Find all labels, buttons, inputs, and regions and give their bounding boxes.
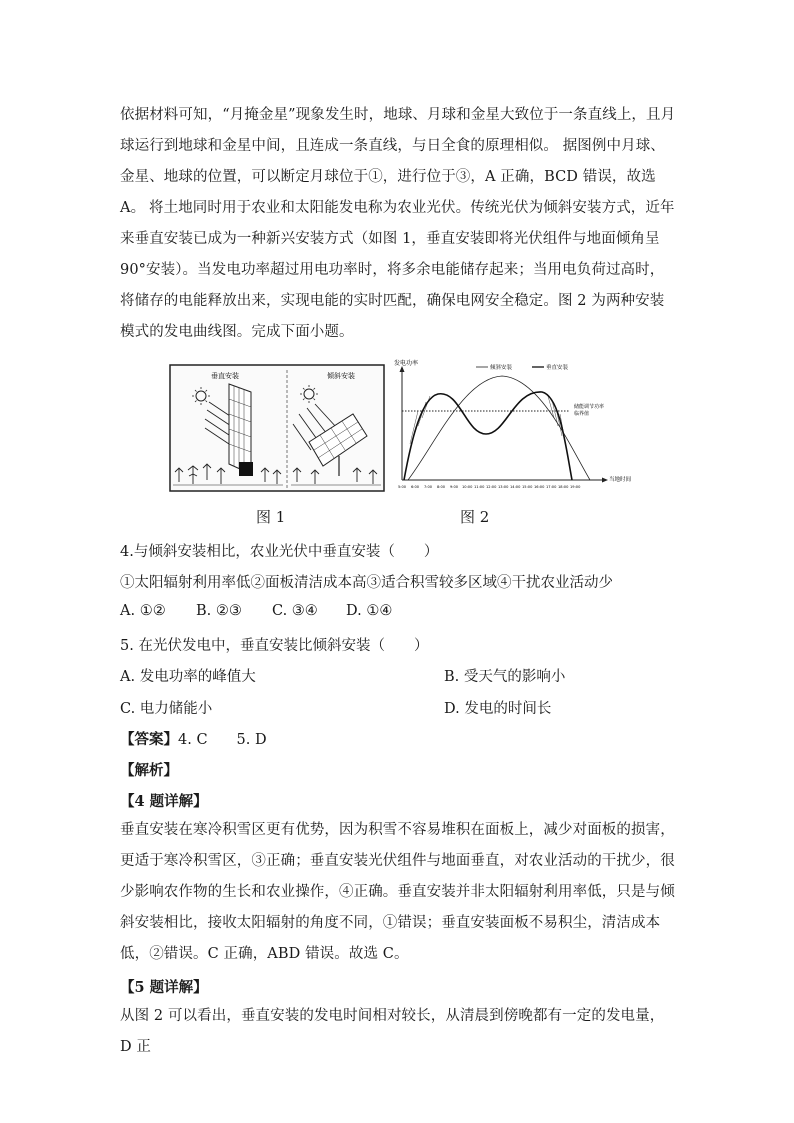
- figure-1: [169, 364, 385, 496]
- x-tick: 16:00: [534, 485, 545, 489]
- threshold-label-1: 储能调节功率: [574, 404, 605, 410]
- x-tick: 19:00: [570, 485, 581, 489]
- analysis-label: 【解析】: [120, 762, 178, 779]
- q4-option-a: A. ①②: [120, 603, 166, 619]
- figure-1-caption: 图 1: [256, 508, 286, 526]
- x-tick: 12:00: [486, 485, 497, 489]
- q5-option-c: C. 电力储能小: [120, 701, 213, 717]
- x-tick: 17:00: [546, 485, 557, 489]
- x-tick-labels: [398, 485, 581, 489]
- q5-detail-label: 【5 题详解】: [120, 979, 208, 996]
- x-axis-label: 当地时间: [609, 477, 632, 483]
- figure-2: [394, 356, 638, 498]
- q5-detail: 从图 2 可以看出，垂直安装的发电时间相对较长，从清晨到傍晚都有一定的发电量，D 正: [120, 1008, 665, 1055]
- answer-text: 4. C 5. D: [178, 732, 267, 748]
- q4-detail: 垂直安装在寒冷积雪区更有优势，因为积雪不容易堆积在面板上，减少对面板的损害，更适于寒冷积雪区，③正确；垂直安装光伏组件与地面垂直，对农业活动的干扰少，很少影响农作物的生长和农业操作，④正确。垂直安装并非太阳辐射利用率低，只是与倾斜安装相比，接收太阳辐射的角度不同，①错误；垂直安装面板不易积尘，清洁成本低，②错误。C 正确，ABD 错误。故选 C。: [120, 822, 675, 962]
- question-5-stem: 5. 在光伏发电中，垂直安装比倾斜安装（ ）: [120, 638, 429, 654]
- q5-option-d: D. 发电的时间长: [444, 701, 552, 717]
- q4-option-d: D. ①④: [346, 603, 393, 619]
- x-tick: 13:00: [498, 485, 509, 489]
- legend-tilted: 倾斜安装: [490, 365, 513, 371]
- fig1-left-label: 垂直安装: [211, 372, 239, 380]
- x-tick: 9:00: [450, 485, 459, 489]
- question-4-statements: ①太阳辐射利用率低②面板清洁成本高③适合积雪较多区域④干扰农业活动少: [120, 575, 613, 591]
- x-tick: 10:00: [462, 485, 473, 489]
- x-tick: 11:00: [474, 485, 485, 489]
- intro-paragraph: 依据材料可知，“月掩金星”现象发生时，地球、月球和金星大致位于一条直线上，且月球运行到地球和金星中间，且连成一条直线，与日全食的原理相似。 据图例中月球、金星、地球的位置，可以断定月球位于①，进行位于③，A 正确，BCD 错误，故选 A。: [120, 107, 676, 216]
- q5-option-b: B. 受天气的影响小: [444, 669, 566, 685]
- x-tick: 6:00: [411, 485, 420, 489]
- x-tick: 8:00: [437, 485, 446, 489]
- answer-line: [120, 728, 267, 749]
- x-tick: 18:00: [558, 485, 569, 489]
- fig1-right-label: 倾斜安装: [327, 372, 355, 380]
- figure-2-chart: [394, 356, 638, 494]
- figure-1-illustration: [169, 364, 385, 492]
- answer-label: 【答案】: [120, 731, 178, 748]
- q5-option-a: A. 发电功率的峰值大: [120, 669, 256, 685]
- vertical-panel: [229, 384, 253, 476]
- vertical-curve: [404, 392, 572, 480]
- x-tick: 7:00: [424, 485, 433, 489]
- q4-detail-label: 【4 题详解】: [120, 793, 208, 810]
- legend-vertical: 垂直安装: [546, 365, 569, 371]
- q4-option-c: C. ③④: [272, 603, 318, 619]
- y-axis-label: 发电功率: [394, 360, 419, 367]
- figure-2-caption: 图 2: [460, 508, 490, 526]
- x-tick: 14:00: [510, 485, 521, 489]
- threshold-label-2: 临界值: [574, 411, 590, 417]
- material-paragraph: 将土地同时用于农业和太阳能发电称为农业光伏。传统光伏为倾斜安装方式，近年来垂直安装已成为一种新兴安装方式（如图 1，垂直安装即将光伏组件与地面倾角呈 90°安装）。当发电功率超过用电功率时，将多余电能储存起来；当用电负荷过高时，将储存的电能释放出来，实现电能的实时匹配，确保电网安全稳定。图 2 为两种安装模式的发电曲线图。完成下面小题。: [120, 200, 675, 340]
- x-tick: 15:00: [522, 485, 533, 489]
- question-4-stem: 4.与倾斜安装相比，农业光伏中垂直安装（ ）: [120, 544, 439, 560]
- q4-option-b: B. ②③: [196, 603, 242, 619]
- x-tick: 5:00: [398, 485, 407, 489]
